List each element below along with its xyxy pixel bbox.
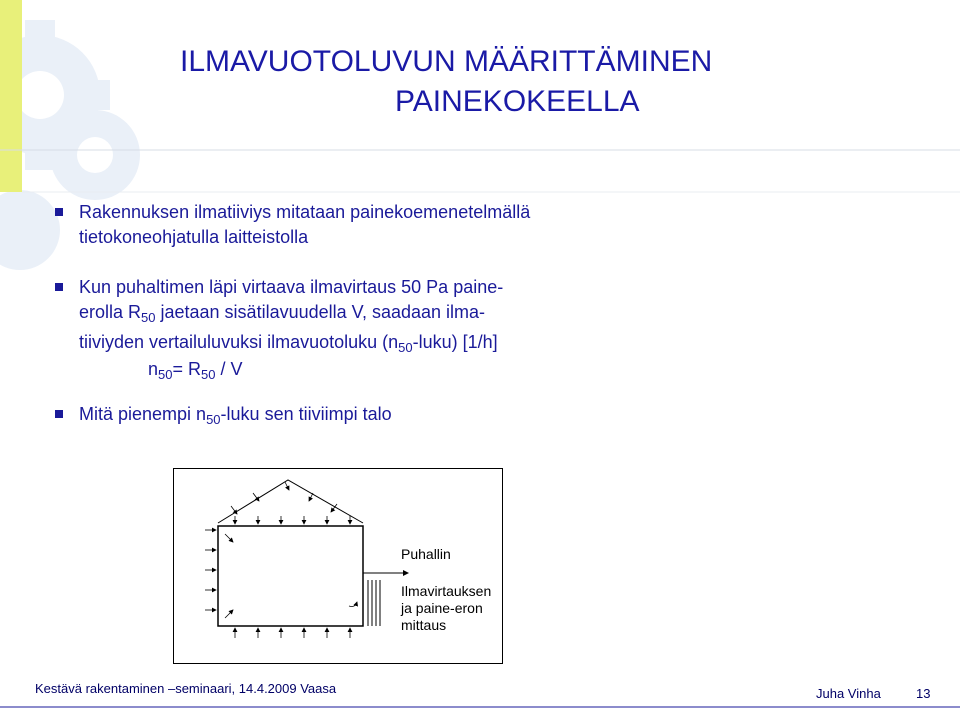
house-diagram [173,468,503,664]
page-number: 13 [916,686,931,701]
bullet-2-line-2 [79,300,503,330]
text-segment: -luku sen tiiviimpi talo [220,404,392,424]
bullet-item [55,200,530,250]
text-segment: / V [215,359,243,379]
text-segment: tiiviyden vertailuluvuksi ilmavuotoluku (n [79,332,399,352]
bullet-2-line-1: Kun puhaltimen läpi virtaava ilmavirtaus 50 Pa paine- [79,277,504,297]
formula [148,357,242,387]
slide-title [180,42,940,122]
text-segment: n [148,359,159,379]
accent-strip [0,0,22,192]
subscript: 50 [398,340,413,355]
text-segment: -luku) [1/h] [412,332,498,352]
measurement-label-2: ja paine-eron [401,600,483,616]
fan-label: Puhallin [401,546,451,562]
footer-event: Kestävä rakentaminen –seminaari, 14.4.2009 Vaasa [35,681,337,696]
bullet-1-line-2: tietokoneohjatulla laitteistolla [79,227,309,247]
text-segment: jaetaan sisätilavuudella V, saadaan ilma- [155,302,486,322]
bullet-item [55,402,392,432]
title-line-1: ILMAVUOTOLUVUN MÄÄRITTÄMINEN [180,45,713,78]
measurement-label-1: Ilmavirtauksen [401,583,492,599]
text-segment: = R [172,359,201,379]
bullet-3-line [79,402,392,432]
bullet-square-icon [55,283,63,291]
subscript: 50 [206,412,221,427]
subscript: 50 [158,367,173,382]
measurement-label-3: mittaus [401,617,447,633]
bullet-2-line-3 [79,330,503,360]
subscript: 50 [201,367,216,382]
bullet-1-line-1: Rakennuksen ilmatiiviys mitataan painekoemenetelmällä [79,202,531,222]
subscript: 50 [141,310,156,325]
bullet-item [55,275,503,360]
text-segment: Mitä pienempi n [79,404,207,424]
title-line-2: PAINEKOKEELLA [395,85,640,118]
bullet-square-icon [55,410,63,418]
text-segment: erolla R [79,302,142,322]
bullet-square-icon [55,208,63,216]
house-diagram-svg [173,468,503,664]
footer-author: Juha Vinha [816,686,881,701]
diagram-frame [174,469,503,664]
